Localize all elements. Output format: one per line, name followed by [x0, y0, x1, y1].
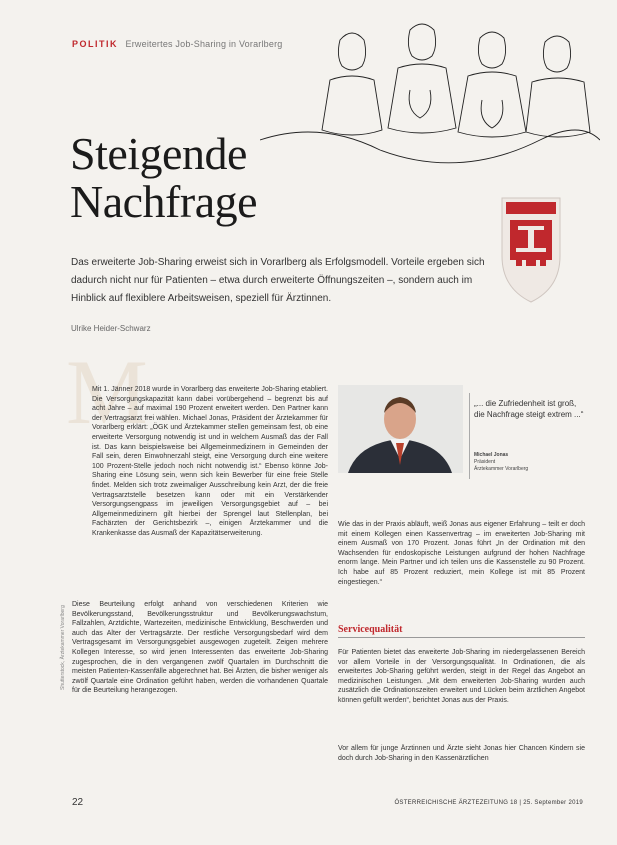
article-lead: Das erweiterte Job-Sharing erweist sich in Vorarlberg als Erfolgsmodell. Vorteile ergeben sich dadurch nicht nur für Patienten – etwa durch erweiterte Öffnungszeiten –, sondern auch im Hinblick auf flexiblere Arbeitsweisen, speziell für Ärztinnen. — [71, 257, 485, 304]
quote-role-2: Ärztekammer Vorarlberg — [474, 466, 529, 472]
drop-cap: M — [66, 341, 148, 443]
section-header — [72, 39, 283, 49]
title-line-2: Nachfrage — [70, 176, 258, 227]
title-line-1: Steigende — [70, 128, 247, 179]
body-paragraph: Vor allem für junge Ärztinnen und Ärzte sieht Jonas hier Chancen Kindern sie doch durch Job-Sharing in den Kassenärztlichen — [338, 745, 585, 762]
body-paragraph: Für Patienten bietet das erweiterte Job-Sharing im niedergelassenen Bereich vor allem Vorteile in der Versorgungsqualität. In Ordinationen, die als erweitertes Job-Sharing geführt werden, steigt in der Regel das Angebot an medizinischen Leistungen. „Mit dem erweiterten Job-Sharing wurden auch zusätzlich die Ordinationszeiten erweitert und Lücken beim ärztlichen Angebot können gefüllt werden“, berichtet Jonas aus der Praxis. — [338, 649, 585, 704]
section-subtitle: Erweitertes Job-Sharing in Vorarlberg — [125, 39, 283, 49]
portrait-photo — [338, 385, 463, 473]
vorarlberg-coat-of-arms-icon — [500, 196, 562, 306]
page-number: 22 — [72, 797, 84, 808]
doctors-line-illustration-icon — [260, 20, 600, 200]
body-paragraph: Wie das in der Praxis abläuft, weiß Jonas aus eigener Erfahrung – teilt er doch mit einem Kollegen einen Kassenvertrag – im erweiterten Job-Sharing mit einem Ausmaß von 170 Prozent. Jonas führt „In der Ordination mit den Wachsenden für endoskopische Leistungen aufgrund der hohen Nachfrage enorm lange. Mein Partner und ich teilen uns die Kassenstelle zu 90 Prozent. Ich habe auf 85 Prozent reduziert, mein Kollege ist mit 85 Prozent eingestiegen.“ — [338, 521, 585, 586]
subheading: Servicequalität — [338, 624, 403, 635]
pull-quote: „... die Zufriedenheit ist groß, die Nachfrage steigt extrem ...“ — [474, 399, 584, 419]
body-paragraph: Mit 1. Jänner 2018 wurde in Vorarlberg das erweiterte Job-Sharing etabliert. Die Versorgungskapazität kann dabei vorübergehend – begrenzt bis auf acht Jahre – auf maximal 190 Prozent erweitert werden. Den Partner kann der Vertragsarzt frei wählen. Michael Jonas, Präsident der Ärztekammer für Vorarlberg erklärt: „ÖGK und Ärztekammer stellen gemeinsam fest, ob eine erweiterte Versorgung notwendig ist und in welchem Ausmaß das der Fall ist. Das kann beispielsweise bei Allgemeinmedizinern in Gemeinden der Fall sein, deren Einwohnerzahl steigt, eine Versorgung durch eine weitere 100 Prozent-Stelle jedoch noch nicht notwendig ist.“ Ebenso könne Job-Sharing eine Lösung sein, wenn sich kein Bewerber für eine freie Stelle findet. Melden sich trotz zweimaliger Ausschreibung kein Arzt, der die freie Vertragsarztstelle besetzen kann oder mit ein Verstärkender Versorgungsengpass im jeweiligen Versorgungsgebiet auf – bei Allgemeinmedizinern gilt hierbei der Sprengel laut Stellenplan, bei Fachärzten der Gerichtsbezirk –, einigen Ärztekammer und die Krankenkasse das Ausmaß der Kapazitätserweiterung. — [92, 386, 328, 537]
quote-name: Michael Jonas — [474, 452, 509, 458]
author-byline: Ulrike Heider-Schwarz — [71, 324, 151, 333]
image-credit: Shutterstock, Ärztekammer Vorarlberg — [60, 605, 66, 690]
quote-attribution — [474, 452, 528, 473]
body-paragraph: Diese Beurteilung erfolgt anhand von verschiedenen Kriterien wie Bevölkerungsstand, Bevölkerungsstruktur und Bevölkerungswachstum, Fallzahlen, Arztdichte, Wartezeiten, medizinische Entwicklung, Beschwerden und auch das Alter der Vertragsärzte. Der restliche Versorgungsbedarf wird dem Vertragsgesamt im Versorgungsgebiet ausgewogen zugeteilt. Zeigen mehrere Kollegen Interesse, so wird jenen Interessenten das erweiterte Job-Sharing zugesprochen, die in den vergangenen zwölf Quartalen im Durchschnitt die meisten Patienten-Kassenfälle abgerechnet hat. Bei Ärzten, die bisher weniger als zwölf Quartale eine Ordination geführt haben, werden die vorhandenen Quartale für die Beurteilung herangezogen. — [72, 601, 328, 695]
portrait-photo-icon — [338, 385, 463, 473]
subheading-rule — [338, 637, 585, 638]
quote-role-1: Präsident — [474, 459, 496, 465]
quote-divider — [469, 393, 470, 479]
article-title — [70, 130, 257, 226]
publication-footer: ÖSTERREICHISCHE ÄRZTEZEITUNG 18 | 25. September 2019 — [394, 800, 583, 806]
section-label: POLITIK — [72, 39, 118, 49]
